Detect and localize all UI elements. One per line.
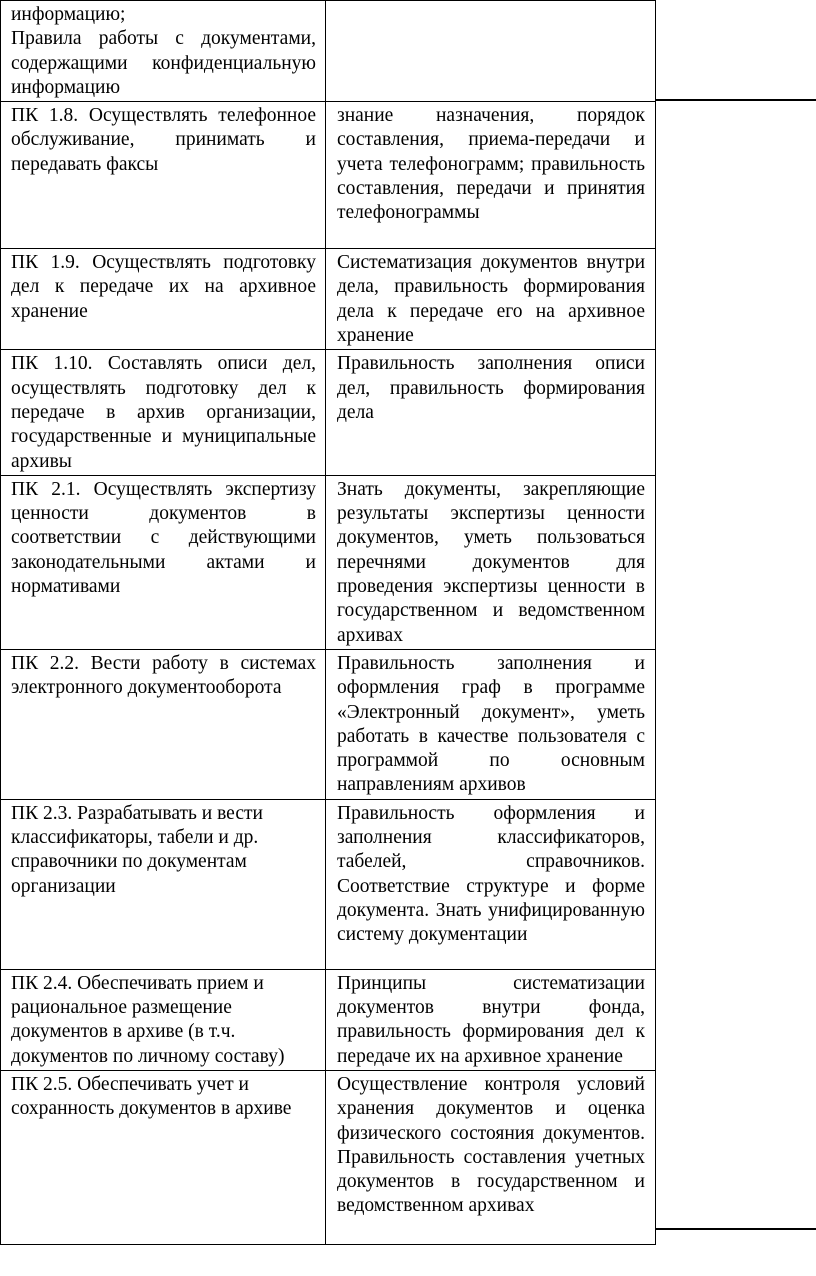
table-row — [1, 1, 656, 102]
criteria-cell: Осуществление контроля условий хранения документов и оценка физического состояния документов. Правильность составления учетных документов в государственном и ведомственном архивах — [326, 1070, 656, 1244]
table-border-extension — [655, 1228, 816, 1230]
cell-text: информацию; — [11, 4, 126, 25]
criteria-cell: Систематизация документов внутри дела, правильность формирования дела к передаче его на архивное хранение — [326, 249, 656, 350]
table-border-extension — [655, 99, 816, 101]
criteria-cell: Правильность оформления и заполнения классификаторов, табелей, справочников. Соответствие структуре и форме документа. Знать унифицированную систему документации — [326, 799, 656, 969]
competency-cell: ПК 2.2. Вести работу в системах электронного документооборота — [1, 649, 326, 799]
competency-cell: ПК 1.9. Осуществлять подготовку дел к передаче их на архивное хранение — [1, 249, 326, 350]
table-row — [1, 249, 656, 350]
competency-cell: ПК 2.4. Обеспечивать прием и рациональное размещение документов в архиве (в т.ч. документов по личному составу) — [1, 969, 326, 1070]
table-row — [1, 1070, 656, 1244]
criteria-cell: Правильность заполнения и оформления граф в программе «Электронный документ», уметь работать в качестве пользователя с программой по основным направлениям архивов — [326, 649, 656, 799]
competency-cell: ПК 2.1. Осуществлять экспертизу ценности документов в соответствии с действующими законодательными актами и нормативами — [1, 475, 326, 649]
competency-cell: ПК 1.10. Составлять описи дел, осуществлять подготовку дел к передаче в архив организации, государственные и муниципальные архивы — [1, 350, 326, 475]
table-row — [1, 475, 656, 649]
criteria-cell: Правильность заполнения описи дел, правильность формирования дела — [326, 350, 656, 475]
table-row — [1, 102, 656, 249]
competency-cell: ПК 2.5. Обеспечивать учет и сохранность документов в архиве — [1, 1070, 326, 1244]
competency-cell — [1, 1, 326, 102]
table-row — [1, 350, 656, 475]
criteria-cell — [326, 1, 656, 102]
criteria-cell: Принципы систематизации документов внутри фонда, правильность формирования дел к передаче их на архивное хранение — [326, 969, 656, 1070]
competency-cell: ПК 1.8. Осуществлять телефонное обслуживание, принимать и передавать факсы — [1, 102, 326, 249]
table-row — [1, 799, 656, 969]
cell-text: Правила работы с документами, содержащими конфиденциальную информацию — [11, 28, 316, 98]
table-row — [1, 649, 656, 799]
competency-cell: ПК 2.3. Разрабатывать и вести классификаторы, табели и др. справочники по документам организации — [1, 799, 326, 969]
criteria-cell: Знать документы, закрепляющие результаты экспертизы ценности документов, уметь пользоваться перечнями документов для проведения экспертизы ценности в государственном и ведомственном архивах — [326, 475, 656, 649]
criteria-cell: знание назначения, порядок составления, приема-передачи и учета телефонограмм; правильность составления, передачи и принятия телефонограммы — [326, 102, 656, 249]
table-row — [1, 969, 656, 1070]
